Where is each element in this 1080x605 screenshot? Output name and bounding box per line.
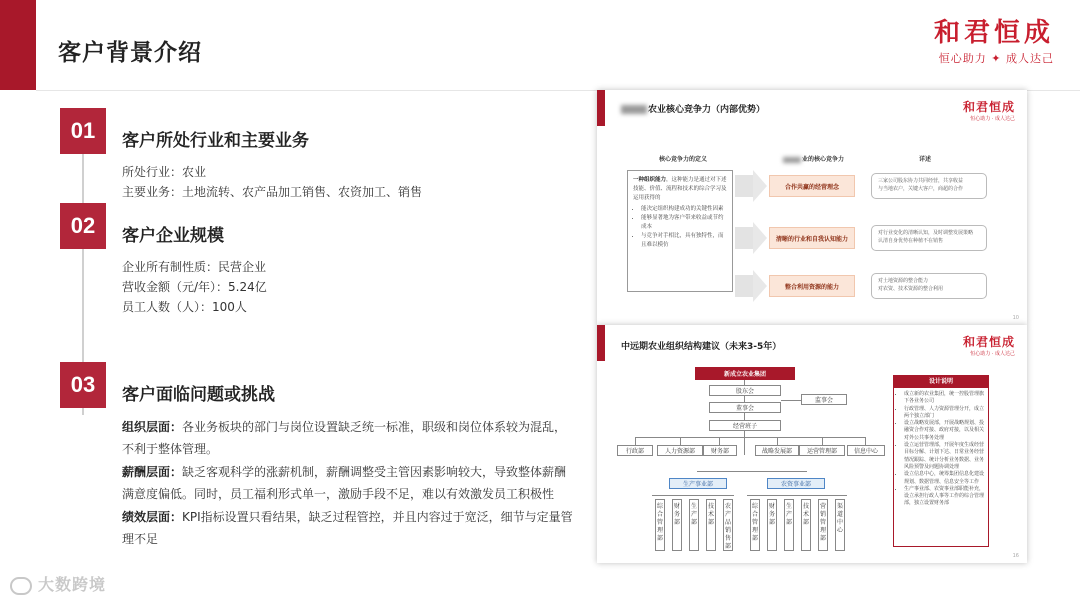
- title-accent-bar: [0, 0, 36, 90]
- detail-box-3: 对土地资源的整合能力 对农资、技术资源的整合利用: [871, 273, 987, 299]
- thumb-logo: 和君恒成 恒心助力 · 成人达己: [962, 335, 1015, 357]
- dept-hr: 人力资源部: [657, 445, 703, 456]
- bu1-dept: 财务部: [672, 499, 682, 551]
- slide-thumbnail-competitiveness: [597, 90, 1027, 325]
- design-notes-title: 设计说明: [894, 376, 988, 388]
- bu2-dept: 营销管理部: [818, 499, 828, 551]
- bu-production: 生产事业部: [669, 478, 727, 489]
- bu1-dept: 技术部: [706, 499, 716, 551]
- thumb-page-number: 10: [1012, 315, 1019, 321]
- section-body-scale: [122, 257, 267, 317]
- org-board: 董事会: [709, 402, 781, 413]
- arrow-1: [753, 170, 767, 202]
- competency-pill-1: 合作共赢的经营理念: [769, 175, 855, 197]
- dept-admin: 行政部: [617, 445, 653, 456]
- detail-box-1: 三家公司股东协力共同经营，共享收益 与当地农户，关键大客户，商超的合作: [871, 173, 987, 199]
- detail-box-2: 对行业变化的清晰认知，及时调整发展策略 认清自身优势在种植不在销售: [871, 225, 987, 251]
- logo-slogan: 恒心助力 ✦ 成人达己: [938, 52, 1054, 65]
- col-head-detail: 详述: [919, 156, 932, 163]
- thumb-title: 中远期农业组织结构建议（未来3-5年）: [621, 342, 782, 352]
- logo-wordmark: 和君恒成: [933, 18, 1054, 48]
- bu-agri-supplies: 农资事业部: [767, 478, 825, 489]
- arrow-3: [753, 270, 767, 302]
- section-body-challenges: [122, 416, 577, 551]
- section-title-scale: 客户企业规模: [122, 226, 224, 246]
- org-management: 经营班子: [709, 420, 781, 431]
- slide-thumbnail-org-structure: [597, 325, 1027, 563]
- definition-box: 一种组织能力，这种能力是通过对下述技能、价值、流程和技术的综合学习及运用获得的 • 能决定组织构建成功的关键性因素 • 能够显著地为客户带来收益或节约成本 • 与竞争对手相比，具有独特性，而且难以模仿: [627, 170, 733, 292]
- bu1-dept: 农产品销售部: [723, 499, 733, 551]
- bu2-dept: 财务部: [767, 499, 777, 551]
- competency-pill-2: 清晰的行业和自我认知能力: [769, 227, 855, 249]
- competency-pill-3: 整合利用资源的能力: [769, 275, 855, 297]
- dept-operations: 运营管理部: [799, 445, 845, 456]
- section-body-industry: [122, 162, 422, 202]
- watermark: 大数跨境: [10, 572, 106, 595]
- thumb-page-number: 16: [1012, 553, 1019, 559]
- revenue-line: 营收金额（元/年）：5.24亿: [122, 280, 267, 294]
- challenge-organization: 组织层面：各业务板块的部门与岗位设置缺乏统一标准，职级和岗位体系较为混乱，不利于整体管理。: [122, 420, 567, 456]
- thumb-logo: 和君恒成 恒心助力 · 成人达己: [962, 100, 1015, 122]
- business-line: 主要业务：土地流转、农产品加工销售、农资加工、销售: [122, 185, 423, 199]
- col-head-definition: 核心竞争力的定义: [659, 156, 708, 163]
- bu1-dept: 综合管理部: [655, 499, 665, 551]
- section-number-01: 01: [60, 108, 106, 154]
- arrow-2: [753, 222, 767, 254]
- org-shareholders: 股东会: [709, 385, 781, 396]
- section-title-industry: 客户所处行业和主要业务: [122, 131, 309, 151]
- bu1-dept: 生产部: [689, 499, 699, 551]
- challenge-performance: 绩效层面：KPI指标设置只看结果，缺乏过程管控，并且内容过于宽泛，细节与定量管理不足: [122, 510, 573, 546]
- industry-line: 所处行业：农业: [122, 165, 207, 179]
- thumb-title: 农业核心竞争力（内部优势）: [621, 102, 765, 115]
- bu2-dept: 生产部: [784, 499, 794, 551]
- watermark-logo-icon: [10, 577, 32, 595]
- thumb-accent-bar: [597, 325, 605, 361]
- bu2-dept: 综合管理部: [750, 499, 760, 551]
- col-head-competitiveness: 业的核心竞争力: [783, 154, 844, 163]
- page-title: 客户背景介绍: [58, 40, 202, 66]
- brand-logo: [934, 18, 1054, 66]
- dept-finance: 财务部: [703, 445, 737, 456]
- dept-strategy: 战略发展部: [755, 445, 799, 456]
- org-supervisors: 监事会: [801, 394, 847, 405]
- thumb-accent-bar: [597, 90, 605, 126]
- employees-line: 员工人数（人）：100人: [122, 300, 247, 314]
- ownership-line: 企业所有制性质：民营企业: [122, 260, 267, 274]
- challenge-compensation: 薪酬层面：缺乏客观科学的涨薪机制，薪酬调整受主管因素影响较大，导致整体薪酬满意度偏低。同时，员工福利形式单一，激励手段不足，难以有效激发员工积极性: [122, 465, 567, 501]
- section-number-03: 03: [60, 362, 106, 408]
- section-number-02: 02: [60, 203, 106, 249]
- section-title-challenges: 客户面临问题或挑战: [122, 385, 275, 405]
- bu2-dept: 渠道中心: [835, 499, 845, 551]
- bu2-dept: 技术部: [801, 499, 811, 551]
- design-notes-box: 设计说明 • 成立新的农业集团，统一控股管理旗下各业务公司 • 行政管理、人力资源管理分开，成立两个独立部门 • 设立战略发展部，开展战略规划、投融资合作对接、政府对接，以及相关对外公共事务处理 • 设立运营管理部，开展年度生成经营目标分解、计划下达、日常业务经营情况跟踪、统计分析业务数据、业务风险预警及问题协调处理 • 设立信息中心，统筹集团信息化建设规划、数据管理、信息安全等工作 • 生产事业部、农资事业部职能补充，设立承担行政人事等工作的综合管理部，独立设置财务部: [893, 375, 989, 547]
- redacted-name: [621, 105, 647, 114]
- org-group: 新成立农业集团: [695, 367, 795, 380]
- dept-info-center: 信息中心: [847, 445, 885, 456]
